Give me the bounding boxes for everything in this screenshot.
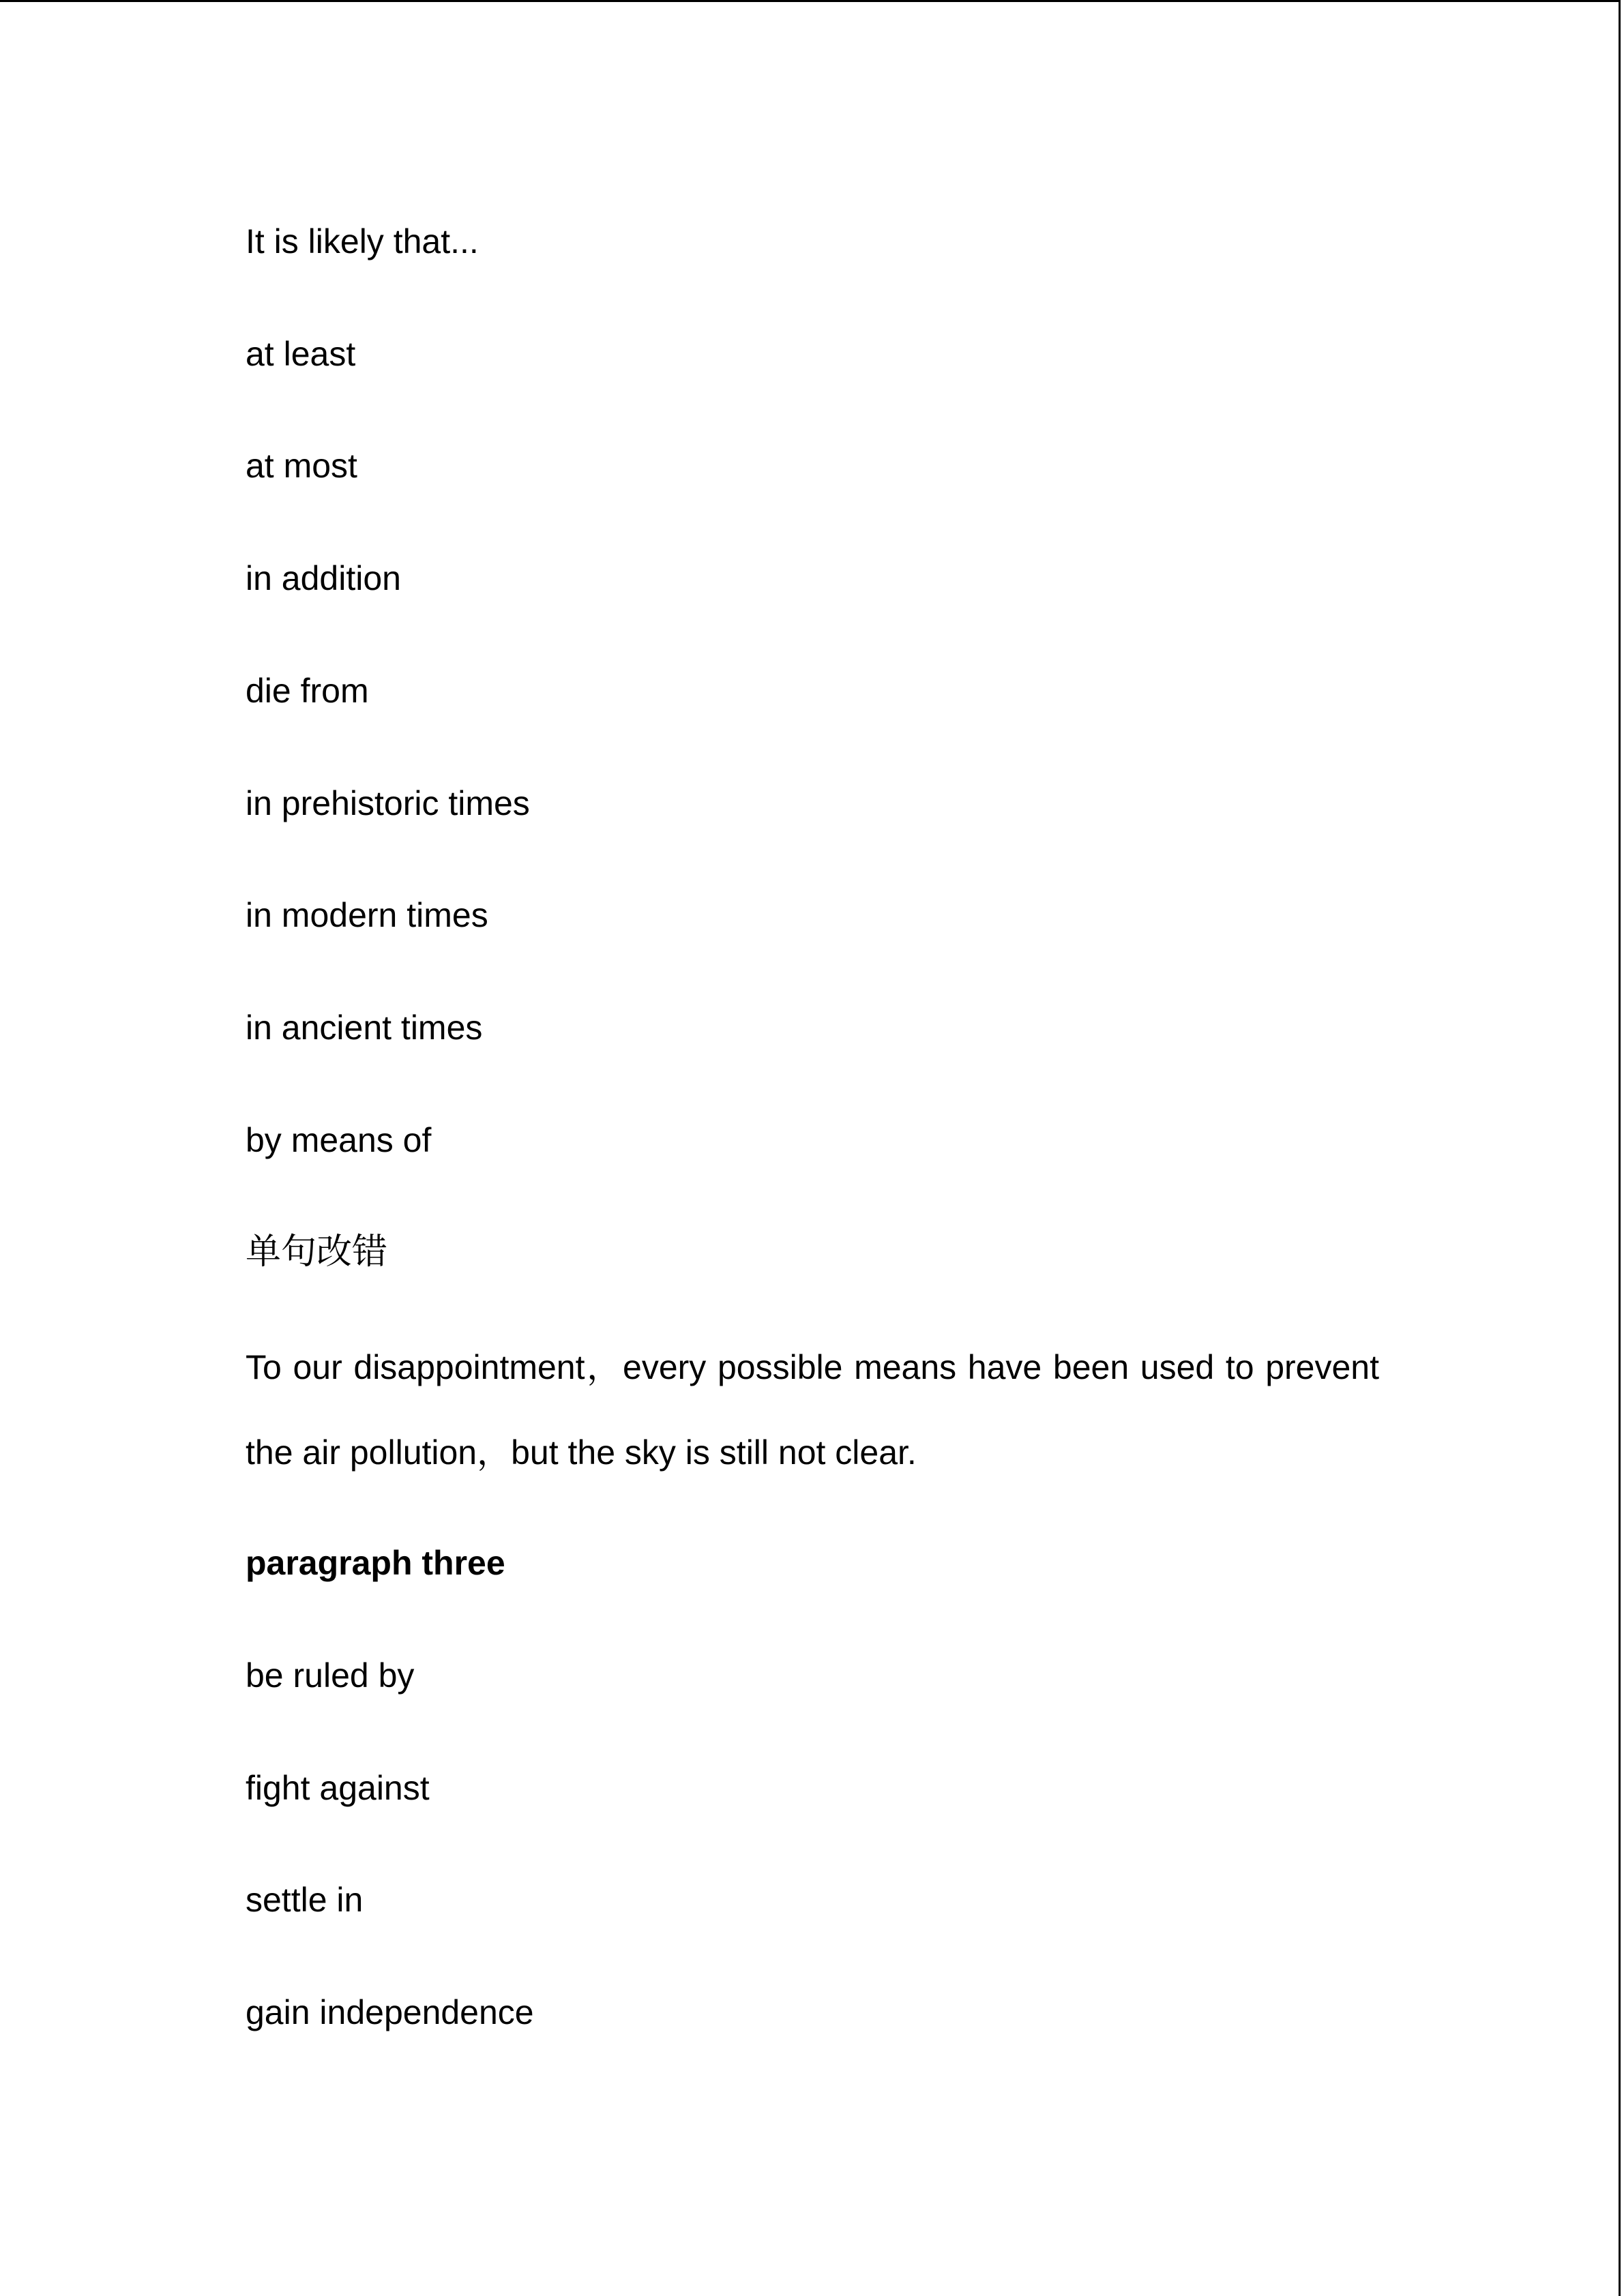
- section-heading-cn: 单句改错: [246, 1232, 388, 1272]
- phrase-by-means-of: by means of: [246, 1121, 432, 1159]
- phrase-gain-independence: gain independence: [246, 1993, 534, 2031]
- paragraph-heading: paragraph three: [246, 1544, 505, 1582]
- phrase-settle-in: settle in: [246, 1881, 364, 1919]
- phrase-die-from: die from: [246, 672, 369, 710]
- phrase-modern-times: in modern times: [246, 896, 488, 934]
- phrase-prehistoric-times: in prehistoric times: [246, 784, 530, 822]
- phrase-in-addition: in addition: [246, 559, 401, 597]
- phrase-at-most: at most: [246, 447, 357, 485]
- phrase-fight-against: fight against: [246, 1769, 430, 1807]
- phrase-at-least: at least: [246, 335, 356, 373]
- phrase-be-ruled-by: be ruled by: [246, 1656, 415, 1695]
- phrase-it-is-likely: It is likely that...: [246, 222, 479, 260]
- phrase-ancient-times: in ancient times: [246, 1009, 483, 1047]
- correction-sentence: To our disappointment，every possible means have been used to prevent the air pollution，but the sky is still not clear.: [246, 1348, 1379, 1472]
